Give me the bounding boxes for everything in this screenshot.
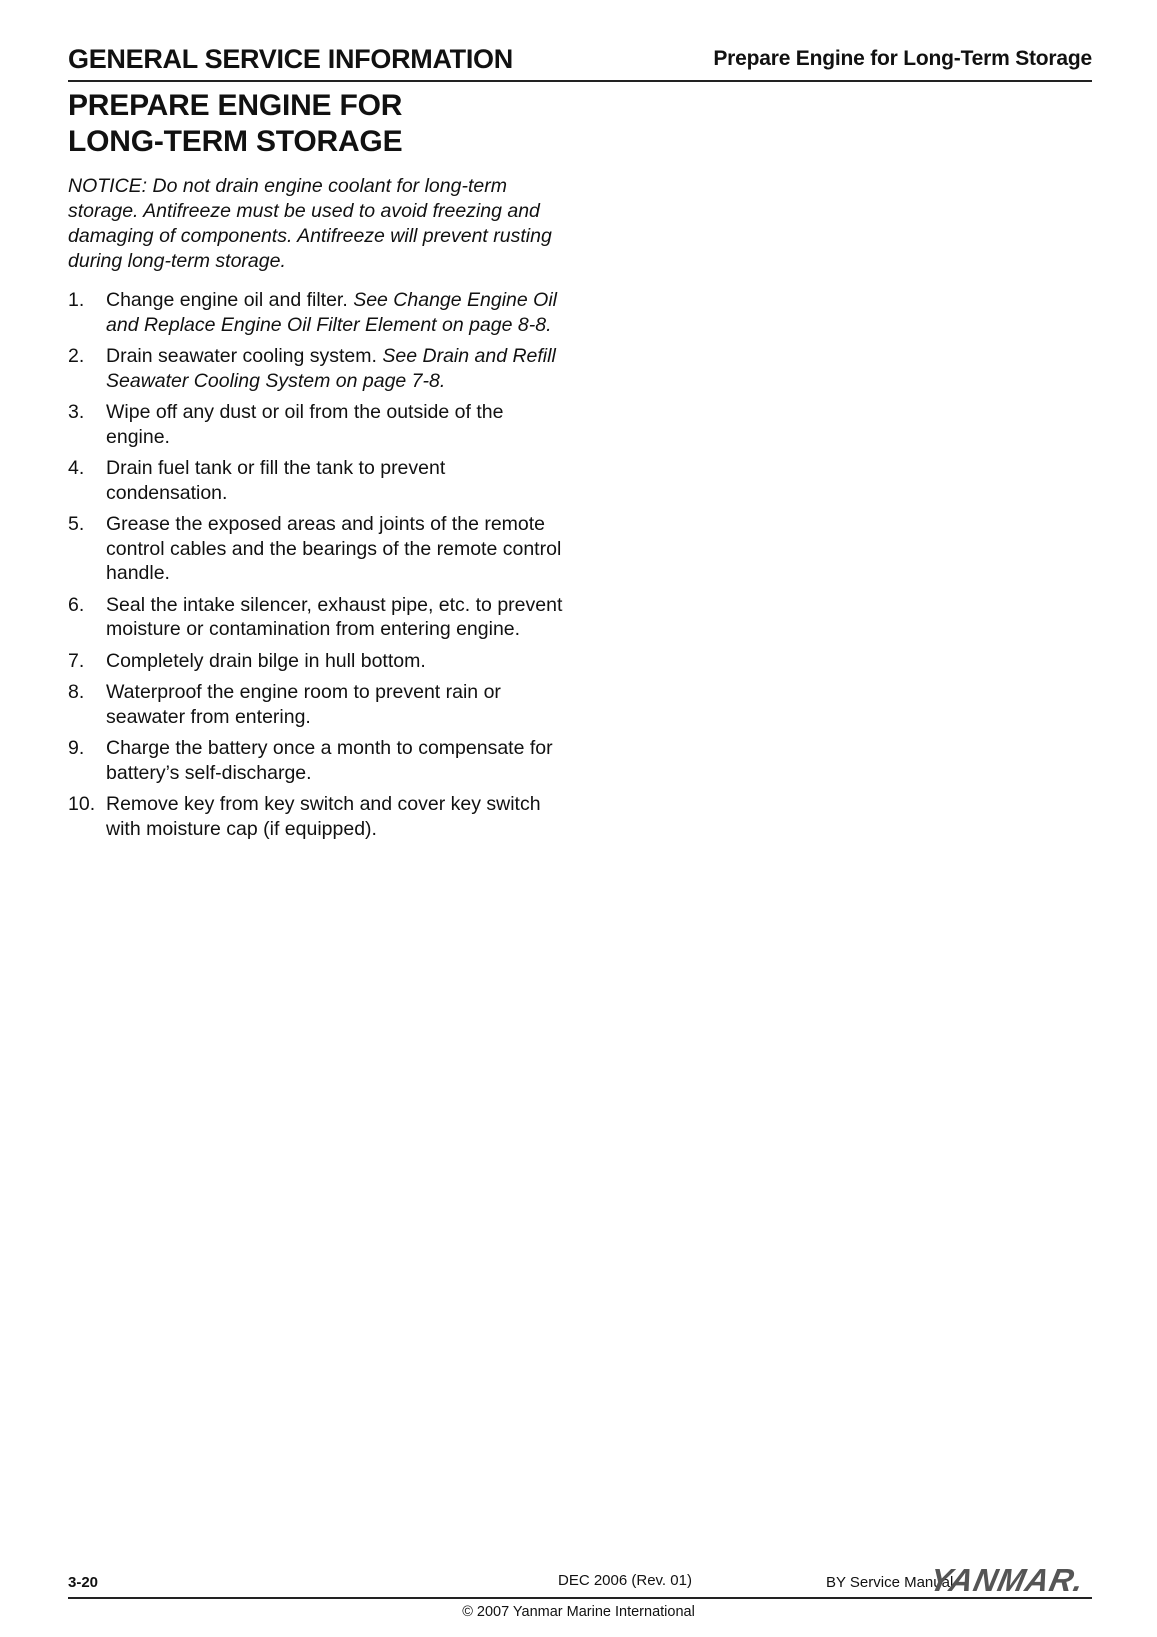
step-text: Wipe off any dust or oil from the outside of the engine. bbox=[106, 401, 504, 448]
step-item bbox=[68, 649, 568, 674]
step-item bbox=[68, 680, 568, 729]
step-text: Waterproof the engine room to prevent rain or seawater from entering. bbox=[106, 681, 501, 728]
step-number: 10. bbox=[68, 793, 96, 815]
page-content bbox=[68, 88, 568, 848]
cross-reference-link[interactable]: See Drain and Refill Seawater Cooling System on page 7-8. bbox=[106, 345, 556, 392]
step-number: 8. bbox=[68, 681, 85, 703]
step-item bbox=[68, 736, 568, 785]
step-number: 6. bbox=[68, 593, 85, 616]
step-item bbox=[68, 792, 568, 841]
step-text: Change engine oil and filter. bbox=[106, 289, 354, 311]
revision-date: DEC 2006 (Rev. 01) bbox=[558, 1572, 692, 1589]
step-number: 7. bbox=[68, 649, 85, 672]
topic-title: Prepare Engine for Long-Term Storage bbox=[713, 47, 1092, 70]
step-number: 1. bbox=[68, 289, 85, 311]
step-number: 3. bbox=[68, 401, 85, 423]
step-number: 2. bbox=[68, 345, 85, 367]
step-number: 5. bbox=[68, 513, 85, 535]
step-text: Drain fuel tank or fill the tank to prevent condensation. bbox=[106, 457, 446, 504]
steps-list bbox=[68, 288, 568, 841]
page-footer bbox=[68, 1562, 1092, 1598]
step-item bbox=[68, 400, 568, 449]
step-number: 4. bbox=[68, 457, 85, 479]
title-line-1: PREPARE ENGINE FOR bbox=[68, 89, 403, 122]
step-text: Completely drain bilge in hull bottom. bbox=[106, 649, 426, 672]
yanmar-logo: YANMAR. bbox=[926, 1562, 1088, 1598]
step-text: Remove key from key switch and cover key switch with moisture cap (if equipped). bbox=[106, 793, 541, 840]
manual-name: BY Service Manual bbox=[826, 1574, 954, 1591]
notice-text: NOTICE: Do not drain engine coolant for long-term storage. Antifreeze must be used to avoid freezing and damaging of components. Antifreeze will prevent rusting during long-term storage. bbox=[68, 175, 552, 272]
page-title bbox=[68, 88, 568, 160]
step-text: Charge the battery once a month to compensate for battery’s self-discharge. bbox=[106, 737, 553, 784]
page-number: 3-20 bbox=[68, 1574, 99, 1591]
step-text: Seal the intake silencer, exhaust pipe, etc. to prevent moisture or contamination from entering engine. bbox=[106, 593, 563, 640]
copyright-text: © 2007 Yanmar Marine International bbox=[462, 1604, 695, 1620]
footer-divider bbox=[68, 1597, 1092, 1599]
section-title: GENERAL SERVICE INFORMATION bbox=[68, 44, 513, 74]
step-item bbox=[68, 288, 568, 337]
step-number: 9. bbox=[68, 737, 85, 759]
cross-reference-link[interactable]: See Change Engine Oil and Replace Engine Oil Filter Element on page 8-8. bbox=[106, 289, 557, 336]
step-item bbox=[68, 593, 568, 642]
step-text: Drain seawater cooling system. bbox=[106, 345, 383, 367]
title-line-2: LONG-TERM STORAGE bbox=[68, 125, 403, 158]
step-item bbox=[68, 456, 568, 505]
page-header bbox=[68, 44, 1092, 80]
step-text: Grease the exposed areas and joints of the remote control cables and the bearings of the remote control handle. bbox=[106, 513, 562, 584]
header-divider bbox=[68, 80, 1092, 82]
step-item bbox=[68, 344, 568, 393]
step-item bbox=[68, 512, 568, 586]
